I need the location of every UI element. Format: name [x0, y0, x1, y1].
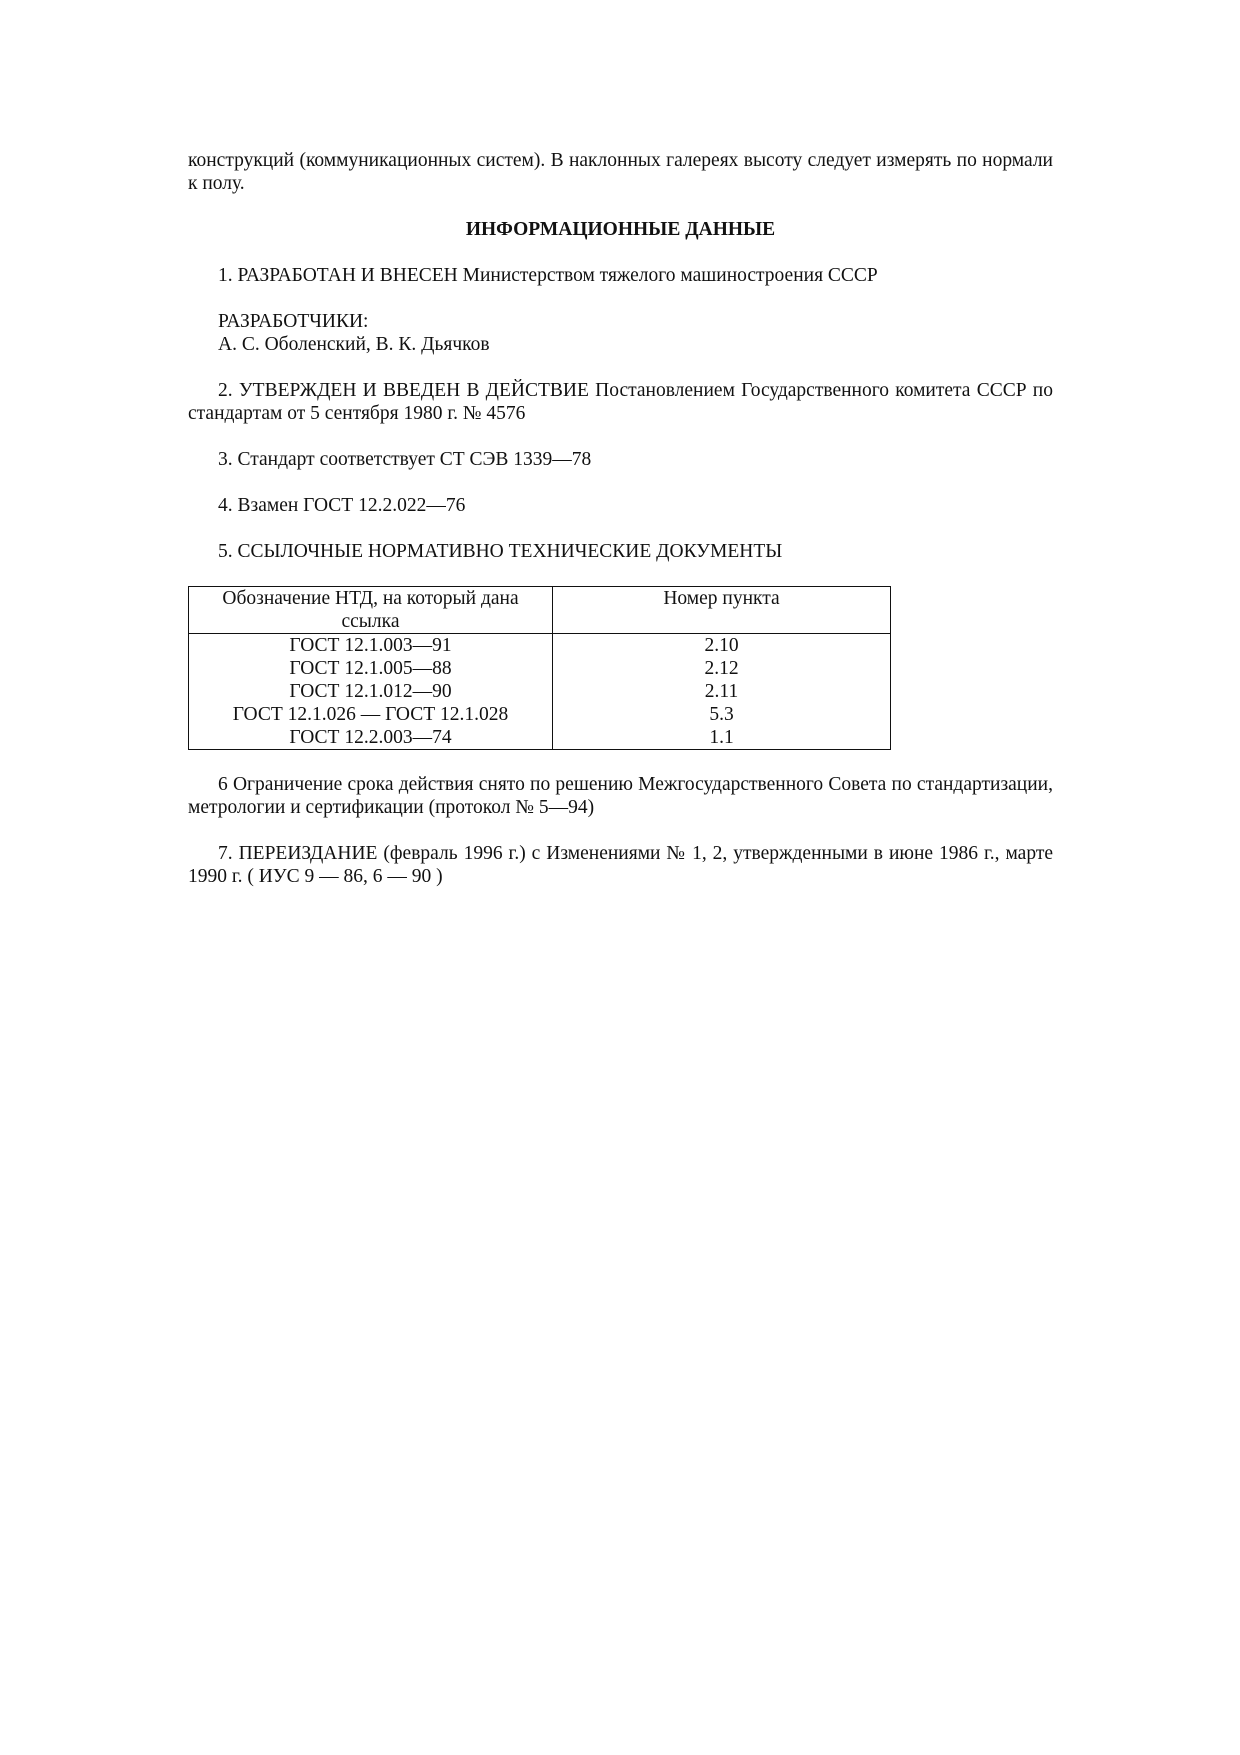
developers-block: [188, 310, 1053, 356]
clause-cell: 2.12: [704, 658, 739, 679]
doc-cell: ГОСТ 12.1.012—90: [289, 681, 452, 702]
item-4-replaces: 4. Взамен ГОСТ 12.2.022—76: [218, 495, 466, 516]
references-table: [188, 586, 891, 750]
clause-cell: 2.11: [704, 681, 739, 702]
table-row: [189, 634, 891, 750]
developers-label: РАЗРАБОТЧИКИ:: [218, 311, 369, 332]
table-header-row: [189, 587, 891, 634]
continuation-paragraph: конструкций (коммуникационных систем). В наклонных галереях высоту следует измерять по нормали к полу.: [188, 150, 1053, 194]
item-5-references-title: 5. ССЫЛОЧНЫЕ НОРМАТИВНО ТЕХНИЧЕСКИЕ ДОКУМЕНТЫ: [218, 541, 783, 562]
header-document-designation: Обозначение НТД, на который дана ссылка: [189, 587, 553, 634]
doc-cell: ГОСТ 12.1.005—88: [289, 658, 452, 679]
doc-cell: ГОСТ 12.1.003—91: [289, 635, 452, 656]
header-clause-number: Номер пункта: [553, 587, 891, 634]
doc-cell: ГОСТ 12.2.003—74: [289, 727, 452, 748]
item-1-developed-by: 1. РАЗРАБОТАН И ВНЕСЕН Министерством тяжелого машиностроения СССР: [218, 265, 878, 286]
item-7-reissue: 7. ПЕРЕИЗДАНИЕ (февраль 1996 г.) с Изменениями № 1, 2, утвержденными в июне 1986 г., марте 1990 г. ( ИУС 9 — 86, 6 — 90 ): [188, 843, 1053, 887]
table-cells-clauses: [553, 634, 891, 750]
item-6-limitation-removed: 6 Ограничение срока действия снято по решению Межгосударственного Совета по стандартизации, метрологии и сертификации (протокол № 5—94): [188, 774, 1053, 818]
clause-cell: 5.3: [709, 704, 734, 725]
clause-cell: 1.1: [709, 727, 734, 748]
clause-cell: 2.10: [704, 635, 739, 656]
item-2-approved: 2. УТВЕРЖДЕН И ВВЕДЕН В ДЕЙСТВИЕ Постановлением Государственного комитета СССР по стандартам от 5 сентября 1980 г. № 4576: [188, 380, 1053, 424]
developers-names: А. С. Оболенский, В. К. Дьячков: [218, 334, 490, 355]
table-cells-docs: [189, 634, 553, 750]
item-3-conformity: 3. Стандарт соответствует СТ СЭВ 1339—78: [218, 449, 592, 470]
doc-cell: ГОСТ 12.1.026 — ГОСТ 12.1.028: [232, 704, 509, 725]
section-heading: ИНФОРМАЦИОННЫЕ ДАННЫЕ: [465, 219, 776, 240]
document-page: [188, 149, 1053, 911]
